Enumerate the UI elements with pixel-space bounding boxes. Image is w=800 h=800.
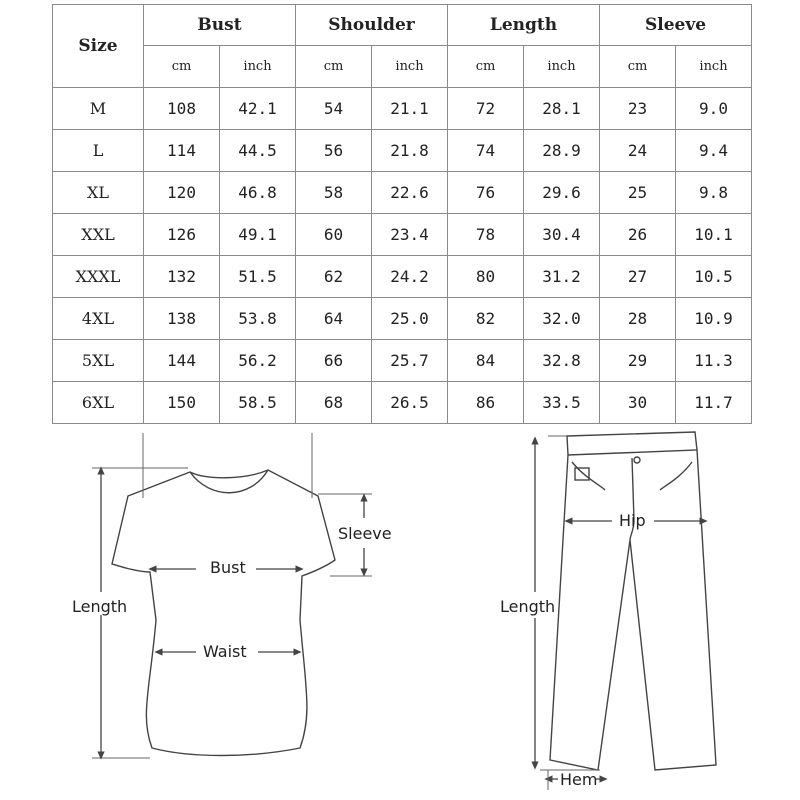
value-cell: 49.1 bbox=[220, 214, 296, 256]
value-cell: 82 bbox=[448, 298, 524, 340]
value-cell: 114 bbox=[144, 130, 220, 172]
value-cell: 42.1 bbox=[220, 88, 296, 130]
size-chart-table bbox=[52, 4, 752, 424]
value-cell: 76 bbox=[448, 172, 524, 214]
value-cell: 9.4 bbox=[676, 130, 752, 172]
table-row bbox=[53, 256, 752, 298]
unit-header: cm bbox=[144, 46, 220, 88]
value-cell: 60 bbox=[296, 214, 372, 256]
bust-header: Bust bbox=[144, 5, 296, 46]
value-cell: 54 bbox=[296, 88, 372, 130]
unit-header: inch bbox=[676, 46, 752, 88]
value-cell: 53.8 bbox=[220, 298, 296, 340]
value-cell: 138 bbox=[144, 298, 220, 340]
value-cell: 11.7 bbox=[676, 382, 752, 424]
value-cell: 56.2 bbox=[220, 340, 296, 382]
tshirt-length-label: Length bbox=[72, 597, 128, 616]
value-cell: 44.5 bbox=[220, 130, 296, 172]
value-cell: 22.6 bbox=[372, 172, 448, 214]
value-cell: 72 bbox=[448, 88, 524, 130]
value-cell: 51.5 bbox=[220, 256, 296, 298]
value-cell: 21.1 bbox=[372, 88, 448, 130]
value-cell: 10.5 bbox=[676, 256, 752, 298]
value-cell: 150 bbox=[144, 382, 220, 424]
value-cell: 27 bbox=[600, 256, 676, 298]
pants-button bbox=[634, 457, 640, 463]
value-cell: 10.1 bbox=[676, 214, 752, 256]
value-cell: 80 bbox=[448, 256, 524, 298]
size-cell: XXL bbox=[53, 214, 144, 256]
tshirt-outline bbox=[112, 470, 335, 756]
value-cell: 23 bbox=[600, 88, 676, 130]
value-cell: 144 bbox=[144, 340, 220, 382]
tshirt-diagram bbox=[92, 433, 372, 758]
value-cell: 26.5 bbox=[372, 382, 448, 424]
value-cell: 120 bbox=[144, 172, 220, 214]
value-cell: 28 bbox=[600, 298, 676, 340]
value-cell: 62 bbox=[296, 256, 372, 298]
value-cell: 28.9 bbox=[524, 130, 600, 172]
size-cell: XL bbox=[53, 172, 144, 214]
bust-label: Bust bbox=[210, 558, 246, 577]
value-cell: 31.2 bbox=[524, 256, 600, 298]
value-cell: 26 bbox=[600, 214, 676, 256]
pants-diagram bbox=[540, 432, 716, 770]
value-cell: 33.5 bbox=[524, 382, 600, 424]
shoulder-header: Shoulder bbox=[296, 5, 448, 46]
value-cell: 30 bbox=[600, 382, 676, 424]
unit-header: inch bbox=[524, 46, 600, 88]
hip-label: Hip bbox=[619, 511, 646, 530]
table-row bbox=[53, 88, 752, 130]
value-cell: 10.9 bbox=[676, 298, 752, 340]
value-cell: 9.0 bbox=[676, 88, 752, 130]
unit-header: cm bbox=[296, 46, 372, 88]
value-cell: 32.8 bbox=[524, 340, 600, 382]
table-row bbox=[53, 340, 752, 382]
measurement-diagram bbox=[0, 430, 800, 800]
value-cell: 46.8 bbox=[220, 172, 296, 214]
value-cell: 56 bbox=[296, 130, 372, 172]
size-cell: L bbox=[53, 130, 144, 172]
value-cell: 78 bbox=[448, 214, 524, 256]
value-cell: 32.0 bbox=[524, 298, 600, 340]
size-cell: 6XL bbox=[53, 382, 144, 424]
table-row bbox=[53, 130, 752, 172]
value-cell: 86 bbox=[448, 382, 524, 424]
value-cell: 25.0 bbox=[372, 298, 448, 340]
table-row bbox=[53, 382, 752, 424]
unit-header: inch bbox=[372, 46, 448, 88]
table-row bbox=[53, 214, 752, 256]
value-cell: 23.4 bbox=[372, 214, 448, 256]
table-row bbox=[53, 298, 752, 340]
length-header: Length bbox=[448, 5, 600, 46]
sleeve-header: Sleeve bbox=[600, 5, 752, 46]
size-cell: 4XL bbox=[53, 298, 144, 340]
pants-waistband bbox=[567, 432, 697, 455]
size-cell: M bbox=[53, 88, 144, 130]
pants-pocket-right bbox=[660, 462, 692, 490]
value-cell: 66 bbox=[296, 340, 372, 382]
value-cell: 28.1 bbox=[524, 88, 600, 130]
waist-label: Waist bbox=[203, 642, 247, 661]
value-cell: 25 bbox=[600, 172, 676, 214]
size-column-header: Size bbox=[53, 5, 144, 88]
value-cell: 126 bbox=[144, 214, 220, 256]
value-cell: 30.4 bbox=[524, 214, 600, 256]
unit-header: inch bbox=[220, 46, 296, 88]
table-row bbox=[53, 172, 752, 214]
size-cell: XXXL bbox=[53, 256, 144, 298]
value-cell: 58.5 bbox=[220, 382, 296, 424]
size-rows bbox=[53, 88, 752, 424]
hem-label: Hem bbox=[560, 770, 598, 789]
value-cell: 11.3 bbox=[676, 340, 752, 382]
value-cell: 68 bbox=[296, 382, 372, 424]
group-header-row bbox=[53, 5, 752, 46]
pants-length-label: Length bbox=[500, 597, 556, 616]
coin-pocket bbox=[575, 468, 589, 480]
unit-header: cm bbox=[448, 46, 524, 88]
value-cell: 21.8 bbox=[372, 130, 448, 172]
value-cell: 58 bbox=[296, 172, 372, 214]
value-cell: 74 bbox=[448, 130, 524, 172]
sleeve-label: Sleeve bbox=[338, 524, 392, 543]
value-cell: 29 bbox=[600, 340, 676, 382]
value-cell: 9.8 bbox=[676, 172, 752, 214]
value-cell: 108 bbox=[144, 88, 220, 130]
value-cell: 132 bbox=[144, 256, 220, 298]
value-cell: 84 bbox=[448, 340, 524, 382]
unit-header: cm bbox=[600, 46, 676, 88]
value-cell: 25.7 bbox=[372, 340, 448, 382]
value-cell: 64 bbox=[296, 298, 372, 340]
value-cell: 29.6 bbox=[524, 172, 600, 214]
value-cell: 24 bbox=[600, 130, 676, 172]
unit-header-row bbox=[53, 46, 752, 88]
size-cell: 5XL bbox=[53, 340, 144, 382]
value-cell: 24.2 bbox=[372, 256, 448, 298]
